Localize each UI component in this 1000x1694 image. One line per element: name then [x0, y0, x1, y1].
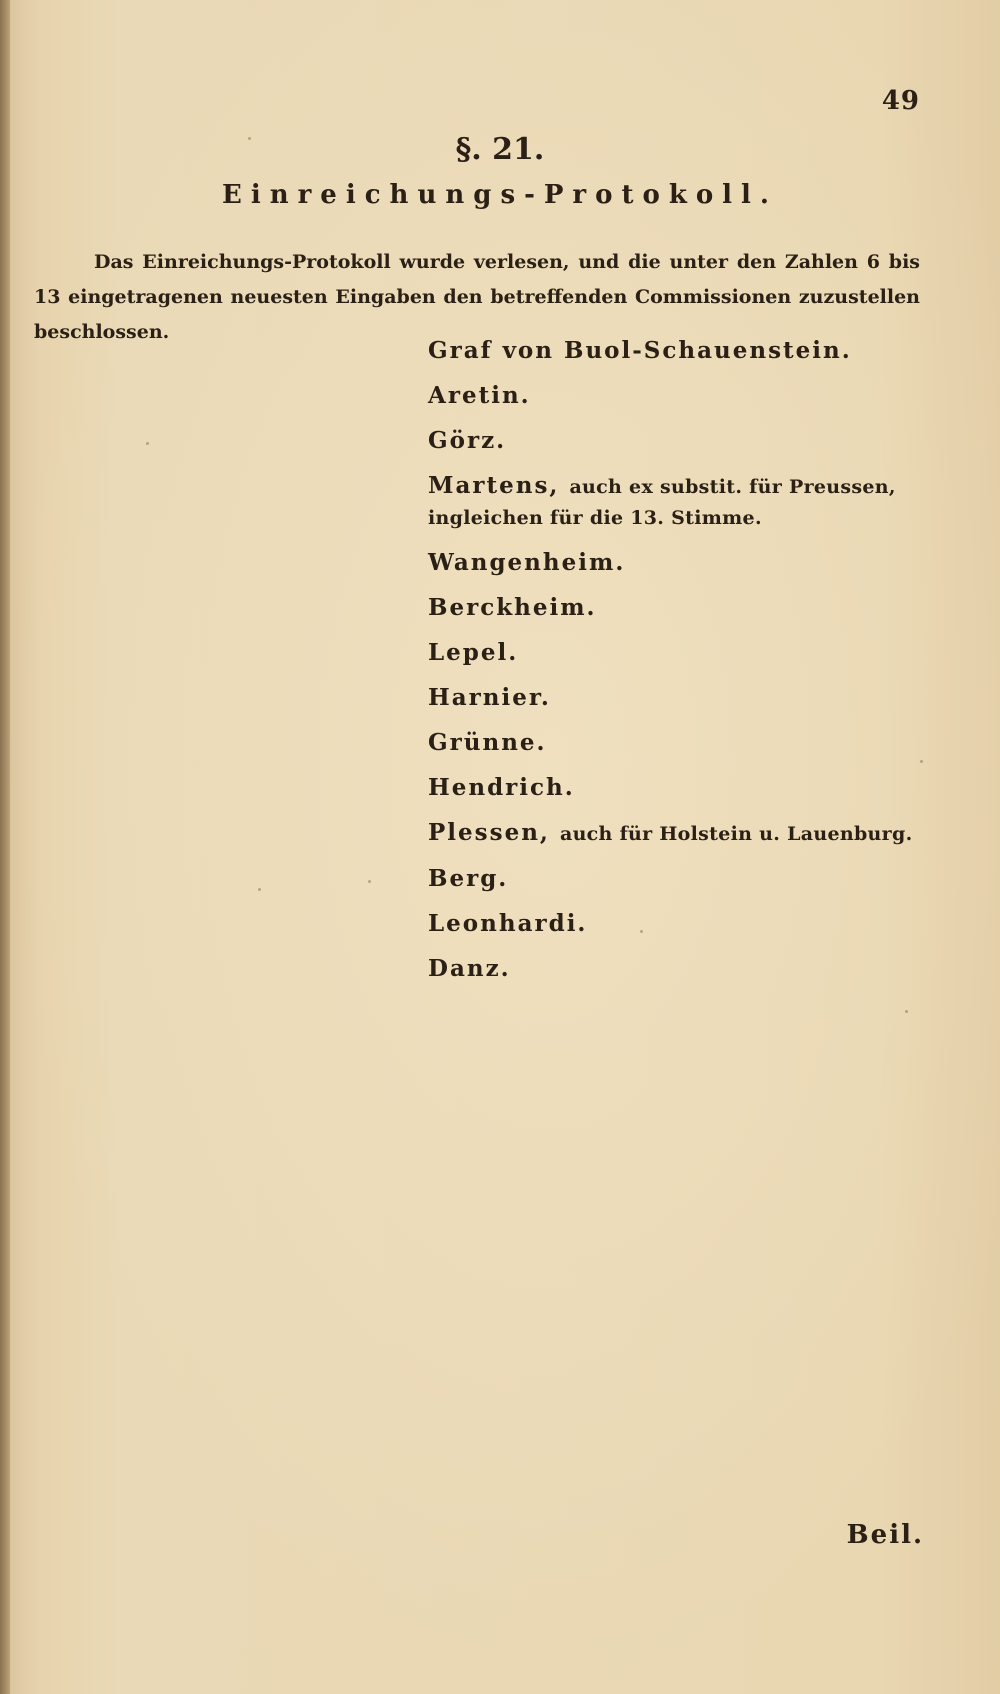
protocol-paragraph: Das Einreichungs-Protokoll wurde verlesen, und die unter den Zahlen 6 bis 13 eingetragenen neuesten Eingaben den betreffenden Commissionen zuzustellen beschlossen. [34, 251, 920, 343]
signatory-note: auch für Holstein u. Lauenburg. [559, 823, 913, 845]
signatory-name: Danz. [428, 955, 511, 982]
signature-line [428, 954, 948, 984]
signature-list [428, 336, 948, 999]
signatory-name: Plessen, [428, 819, 550, 846]
signatory-name: Lepel. [428, 639, 519, 666]
catchword: Beil. [846, 1520, 924, 1550]
signatory-name: Martens, [428, 472, 560, 499]
signatory-name: Berckheim. [428, 594, 597, 621]
signature-line [428, 773, 948, 803]
section-title: Einreichungs-Protokoll. [222, 180, 778, 210]
signatory-name: Görz. [428, 427, 507, 454]
signature-line [428, 593, 948, 623]
signatory-name: Graf von Buol-Schauenstein. [428, 337, 852, 364]
signatory-note: auch ex substit. für Preussen, ingleichen für die 13. Stimme. [428, 476, 896, 529]
signature-line [428, 638, 948, 668]
signature-line [428, 336, 948, 366]
page-number: 49 [881, 86, 920, 116]
signature-line [428, 548, 948, 578]
signatory-name: Aretin. [428, 382, 531, 409]
signatory-name: Hendrich. [428, 774, 575, 801]
signatory-name: Harnier. [428, 684, 551, 711]
signatory-name: Leonhardi. [428, 910, 588, 937]
signature-line [428, 426, 948, 456]
section-number: §. 21. [455, 132, 545, 167]
signatory-name: Wangenheim. [428, 549, 626, 576]
signature-line [428, 683, 948, 713]
signature-line [428, 381, 948, 411]
signatory-name: Berg. [428, 865, 509, 892]
signature-line [428, 818, 948, 849]
signature-line [428, 864, 948, 894]
signatory-name: Grünne. [428, 729, 547, 756]
signature-line [428, 471, 948, 533]
page-gutter [0, 0, 10, 1694]
signature-line [428, 728, 948, 758]
signature-line [428, 909, 948, 939]
